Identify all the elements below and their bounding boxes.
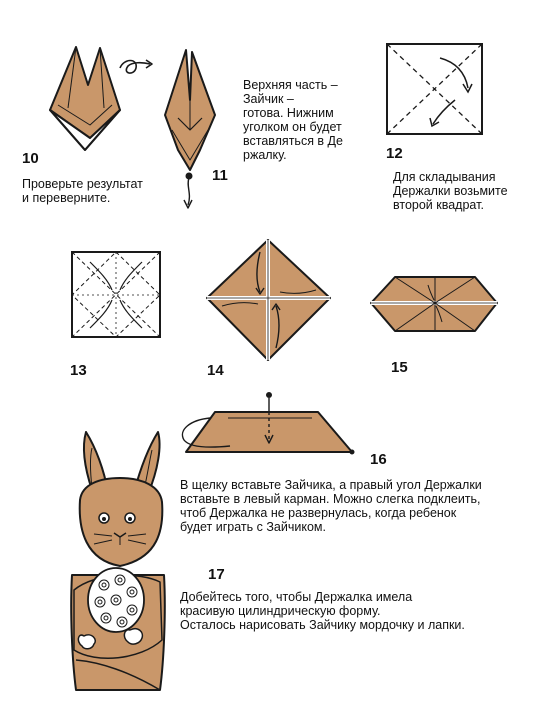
step-12-text: Для складывания Держалки возьмите второй квадрат. bbox=[393, 170, 508, 212]
step-14-number: 14 bbox=[207, 362, 224, 379]
step-13-number: 13 bbox=[70, 362, 87, 379]
step-12-number: 12 bbox=[386, 145, 403, 162]
step-10-text: Проверьте результат и переверните. bbox=[22, 177, 143, 205]
step-15-number: 15 bbox=[391, 359, 408, 376]
step-17-text: Добейтесь того, чтобы Держалка имела красивую цилиндрическую форму. Осталось нарисовать Зайчику мордочку и лапки. bbox=[180, 590, 465, 632]
step-16-text: В щелку вставьте Зайчика, а правый угол Держалки вставьте в левый карман. Можно слегка подклеить, чтоб Держалка не развернулась, когда ребенок будет играть с Зайчиком. bbox=[180, 478, 482, 534]
step-17-number: 17 bbox=[208, 566, 225, 583]
step-11-text: Верхняя часть – Зайчик – готова. Нижним уголком он будет вставляться в Де ржалку. bbox=[243, 78, 343, 162]
step-10-number: 10 bbox=[22, 150, 39, 167]
step-16-number: 16 bbox=[370, 451, 387, 468]
step-11-number: 11 bbox=[212, 167, 228, 184]
